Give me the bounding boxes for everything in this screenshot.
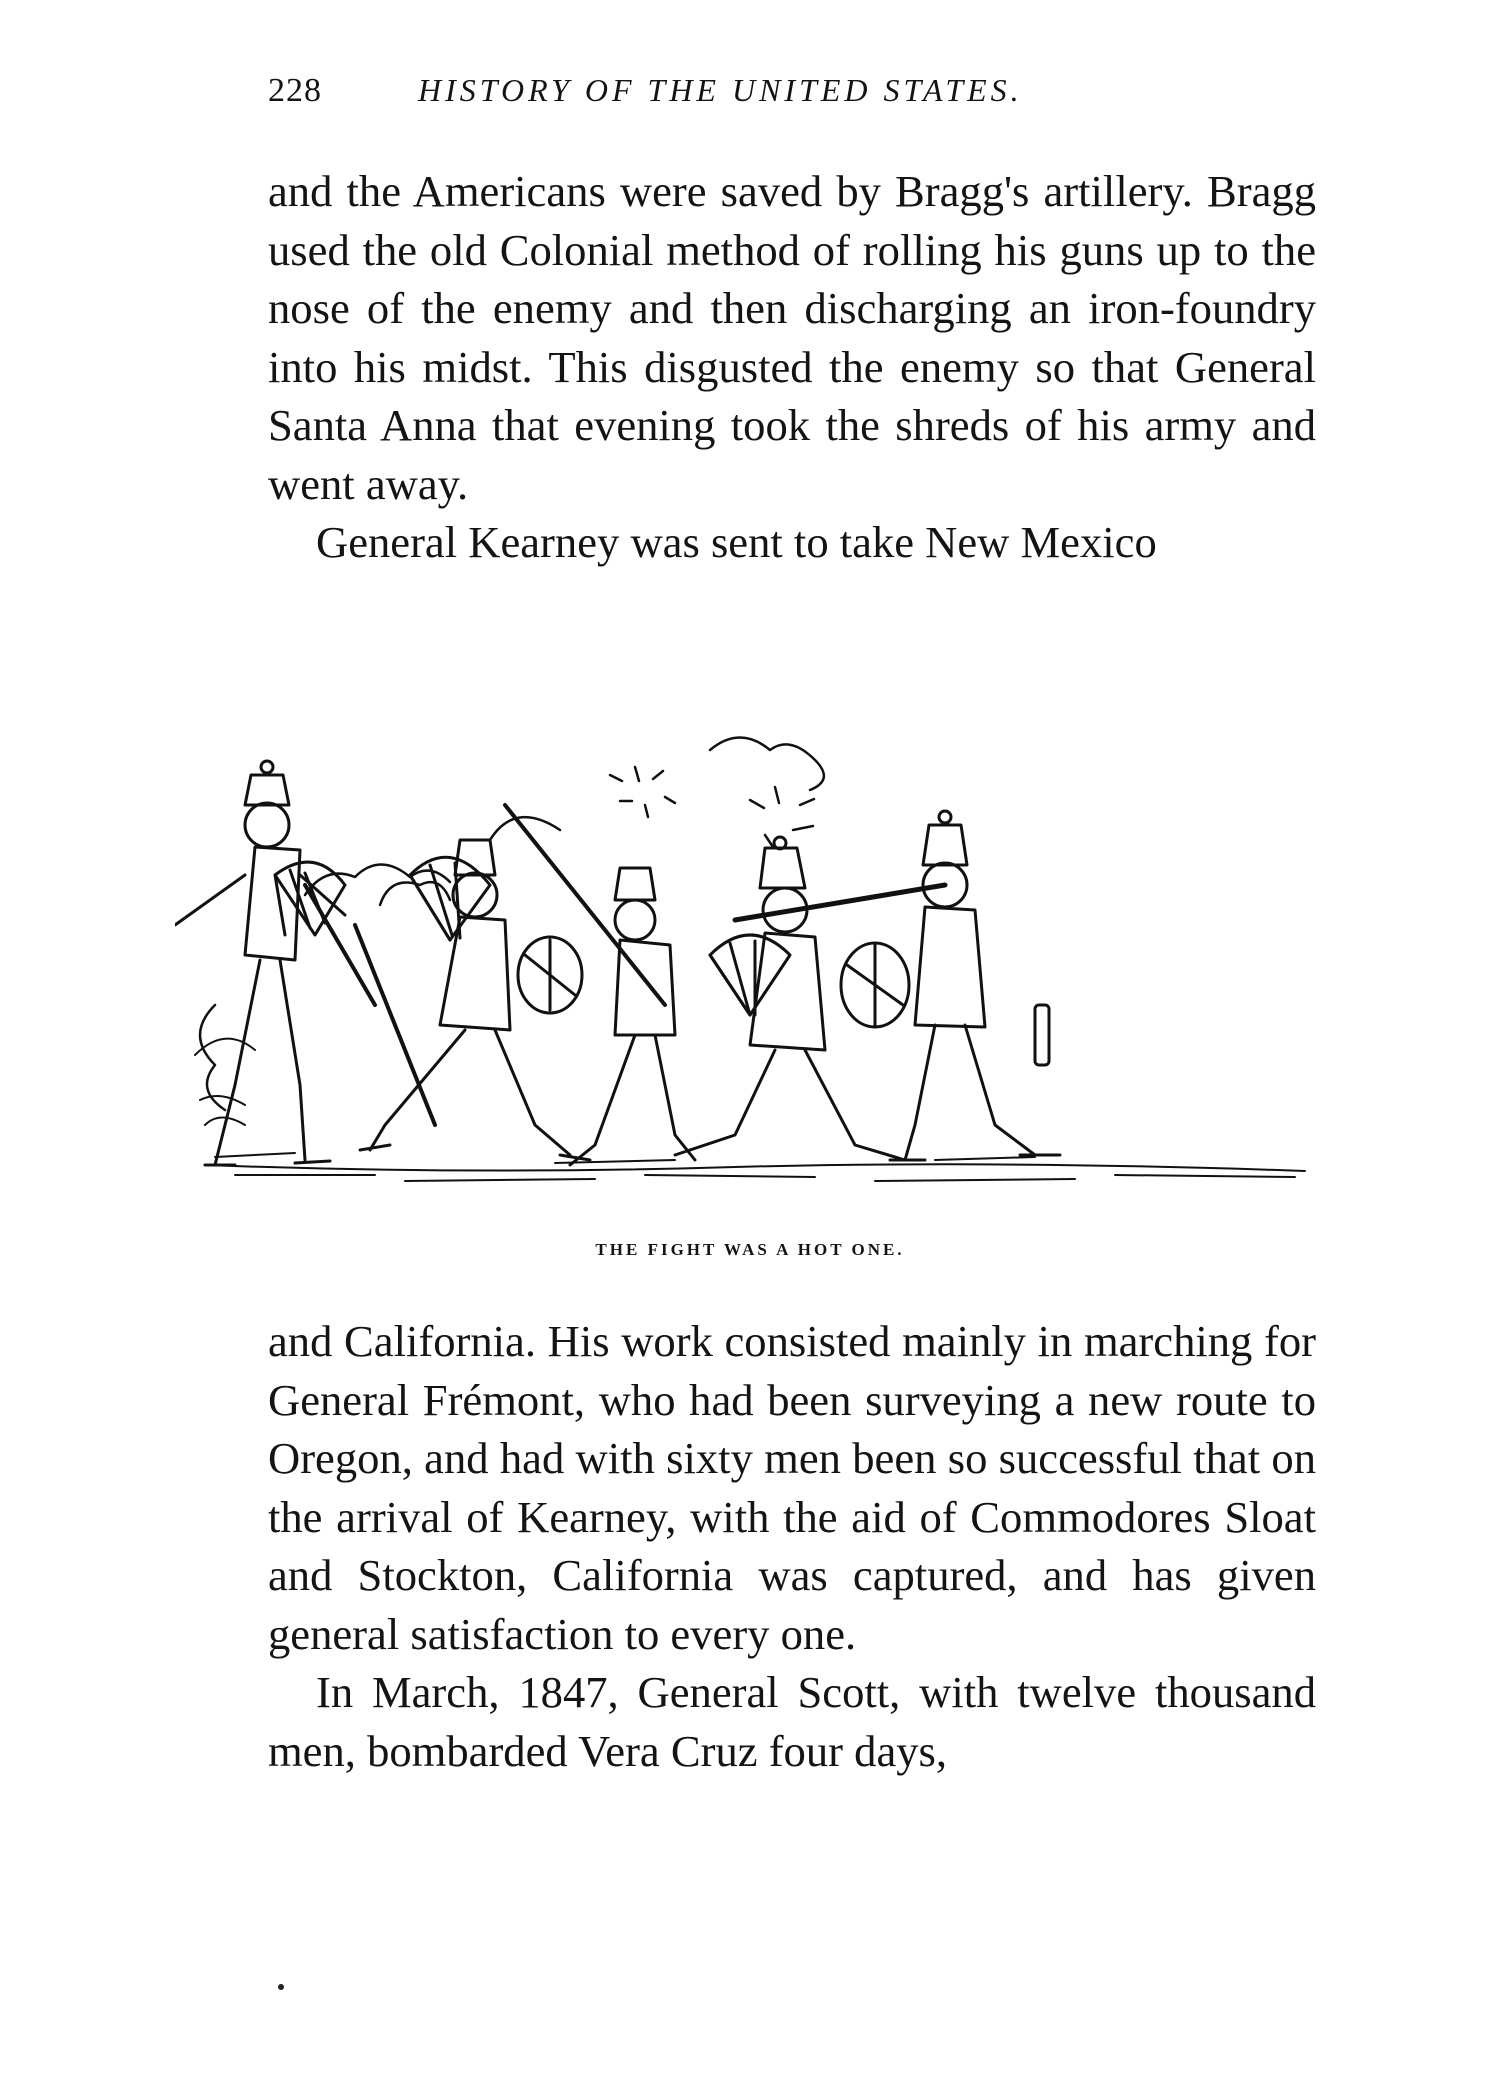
soldier-with-fan [675, 837, 909, 1160]
soldiers-with-fans-illustration [175, 705, 1325, 1215]
ink-speck [278, 1984, 284, 1990]
running-head [268, 72, 1268, 120]
paragraph: In March, 1847, General Scott, with twelve thousand men, bombarded Vera Cruz four days, [268, 1667, 1316, 1776]
soldier-with-shield [505, 805, 695, 1165]
ground-shading [195, 1039, 1305, 1181]
paragraph: and the Americans were saved by Bragg's artillery. Bragg used the old Colonial method of rolling his guns up to the nose of the enemy and then discharging an iron-foundry into his midst. This disgusted the enemy so that General Santa Anna that evening took the shreds of his army and went away. [268, 166, 1316, 509]
soldier-firing-rifle [735, 811, 1060, 1160]
flying-sparks [610, 767, 814, 847]
paragraph: General Kearney was sent to take New Mexico [316, 517, 1157, 567]
body-text-top [268, 162, 1316, 572]
page-number: 228 [268, 72, 322, 109]
soldier-marching [305, 840, 590, 1160]
running-title: HISTORY OF THE UNITED STATES. [418, 72, 1023, 108]
illustration-caption: THE FIGHT WAS A HOT ONE. [595, 1240, 905, 1259]
paragraph: and California. His work consisted mainly in marching for General Frémont, who had been surveying a new route to Oregon, and had with sixty men been so successful that on the arrival of Kearney, with the aid of Commodores Sloat and Stockton, California was captured, and has given general satisfaction to every one. [268, 1316, 1316, 1659]
body-text-bottom [268, 1312, 1316, 1780]
